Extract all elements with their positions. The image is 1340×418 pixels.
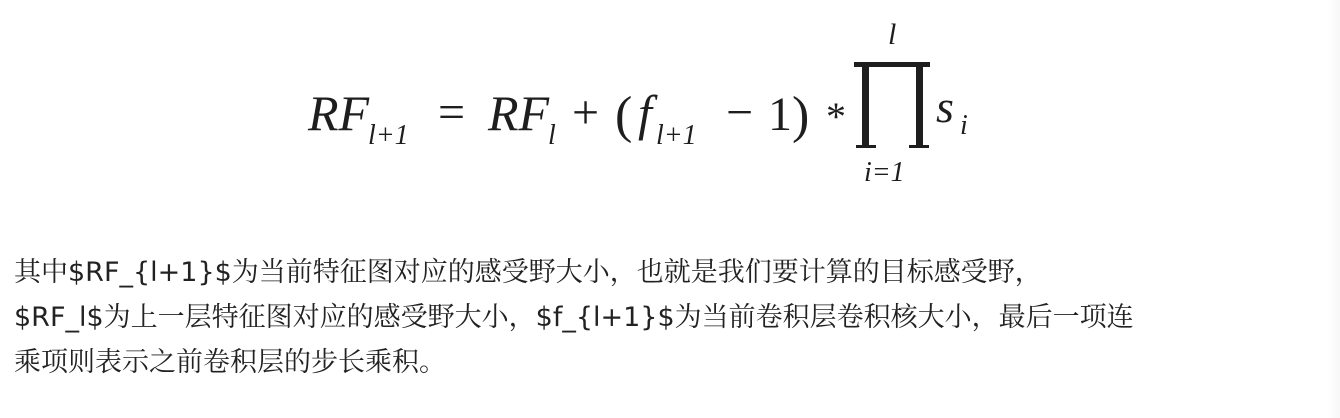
formula-plus: +	[572, 86, 600, 139]
explanation-paragraph	[14, 250, 1324, 385]
formula-f-sub: l+1	[656, 120, 697, 151]
formula-image	[290, 18, 1050, 213]
page-edge	[1328, 0, 1340, 418]
paragraph-line: $RF_l$为上一层特征图对应的感受野大小，$f_{l+1}$为当前卷积层卷积核大小，最后一项连	[14, 302, 1134, 333]
formula-f-base: f	[638, 85, 652, 141]
formula-one: 1	[768, 88, 792, 141]
formula-times: *	[826, 94, 846, 139]
formula-rhs-base: RF	[488, 85, 550, 141]
formula-s-base: s	[936, 81, 954, 132]
formula-rhs-sub: l	[548, 120, 556, 151]
paragraph-line: 其中$RF_{l+1}$为当前特征图对应的感受野大小，也就是我们要计算的目标感受野，	[14, 257, 1042, 288]
formula-equals: =	[438, 86, 466, 139]
formula-lhs-sub: l+1	[368, 120, 409, 151]
formula-svg	[290, 18, 1050, 213]
paragraph-line: 乘项则表示之前卷积层的步长乘积。	[14, 347, 446, 378]
formula-minus: −	[726, 86, 754, 139]
formula-lhs-base: RF	[308, 85, 370, 141]
formula-prod-upper: l	[888, 18, 897, 51]
formula-prod-lower: i=1	[864, 157, 905, 188]
product-symbol-icon	[854, 62, 930, 148]
formula-open-paren: (	[615, 87, 633, 144]
formula-close-paren: )	[792, 87, 810, 144]
formula-s-sub: i	[960, 110, 968, 141]
